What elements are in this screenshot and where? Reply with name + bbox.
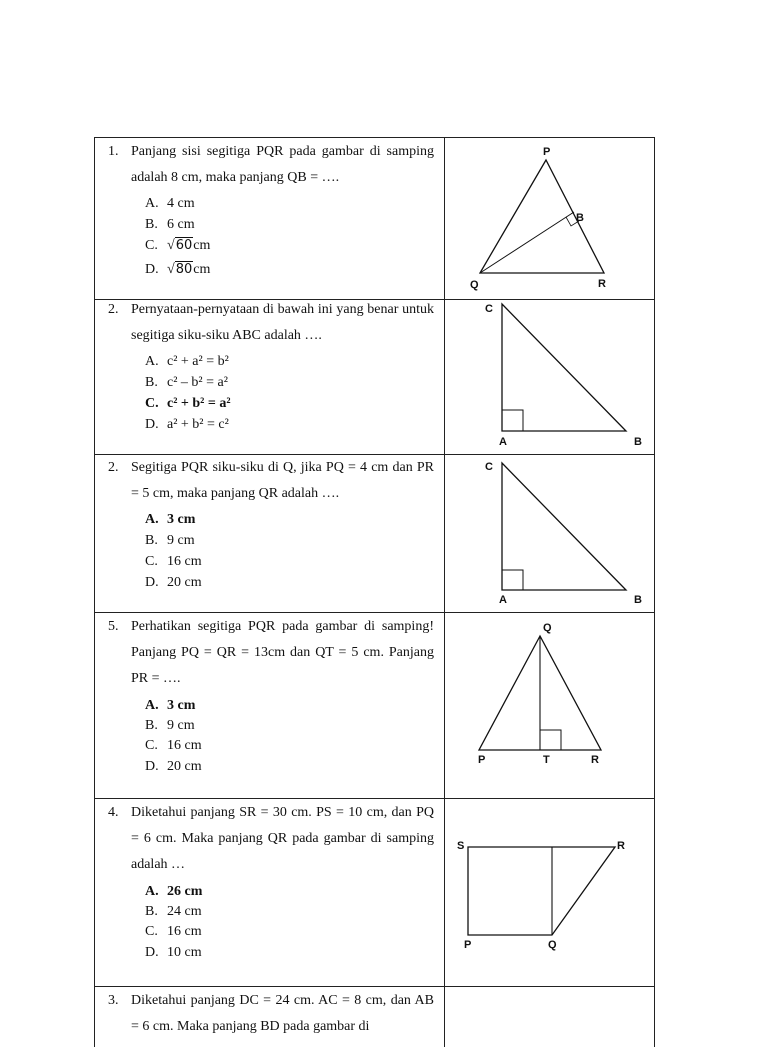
vertex-label: B [576, 212, 584, 224]
vertex-label: B [634, 594, 642, 606]
vertex-label: A [499, 436, 507, 448]
vertex-label: S [457, 840, 465, 852]
question-cell [95, 300, 445, 454]
vertex-label: R [598, 278, 606, 290]
option-b[interactable]: B. 24 cm [145, 904, 202, 919]
option-c[interactable]: C. c² + b² = a² [145, 396, 231, 411]
option-d[interactable]: D. 20 cm [145, 575, 202, 590]
question-number: 2. [108, 302, 119, 317]
question-table [94, 137, 655, 1047]
answer-options [145, 884, 202, 966]
triangle-outline [502, 463, 626, 590]
option-a[interactable]: A. 3 cm [145, 512, 196, 527]
figure-cell [445, 613, 654, 798]
figure-cell [445, 799, 654, 986]
question-text: Pernyataan-pernyataan di bawah ini yang benar untuk segitiga siku-siku ABC adalah …. [131, 302, 434, 343]
question-row [94, 300, 655, 455]
altitude-qb [480, 212, 574, 273]
option-c[interactable]: C. √60 cm [145, 238, 211, 253]
question-cell [95, 613, 445, 798]
vertex-label: P [543, 146, 551, 158]
option-c[interactable]: C. 16 cm [145, 554, 202, 569]
right-angle-marker [540, 730, 561, 750]
vertex-label: Q [548, 939, 557, 951]
figure-cell [445, 455, 654, 612]
option-d[interactable]: D. √80 cm [145, 262, 211, 277]
figure-cell [445, 138, 654, 299]
vertex-label: C [485, 303, 493, 315]
right-angle-marker [502, 570, 523, 590]
figure-cell [445, 987, 654, 1047]
option-a[interactable]: A. c² + a² = b² [145, 354, 229, 369]
question-text: Diketahui panjang SR = 30 cm. PS = 10 cm, dan PQ = 6 cm. Maka panjang QR pada gambar di samping adalah … [131, 805, 434, 872]
answer-options [145, 354, 231, 438]
square-root: √60 [167, 238, 193, 253]
vertex-label: Q [543, 622, 552, 634]
trapezoid-pqrs-figure [445, 799, 655, 987]
question-row [94, 455, 655, 613]
option-b[interactable]: B. 6 cm [145, 217, 195, 232]
question-text: Segitiga PQR siku-siku di Q, jika PQ = 4 cm dan PR = 5 cm, maka panjang QR adalah …. [131, 460, 434, 501]
isosceles-triangle-pqr-figure [445, 613, 655, 799]
vertex-label: C [485, 461, 493, 473]
figure-cell [445, 300, 654, 454]
right-triangle-abc-figure [445, 300, 655, 455]
answer-options [145, 196, 210, 286]
option-c[interactable]: C. 16 cm [145, 924, 202, 939]
triangle-outline [480, 160, 604, 273]
triangle-pqr-figure [445, 138, 655, 301]
right-angle-marker [502, 410, 523, 431]
vertex-label: P [478, 754, 486, 766]
trapezoid-outline [468, 847, 615, 935]
question-number: 4. [108, 805, 119, 820]
vertex-label: R [591, 754, 599, 766]
question-row [94, 613, 655, 799]
option-d[interactable]: D. 20 cm [145, 759, 202, 774]
question-number: 2. [108, 460, 119, 475]
question-number: 5. [108, 619, 119, 634]
option-b[interactable]: B. c² – b² = a² [145, 375, 228, 390]
question-number: 1. [108, 144, 119, 159]
option-a[interactable]: A. 3 cm [145, 698, 196, 713]
triangle-outline [502, 304, 626, 431]
option-c[interactable]: C. 16 cm [145, 738, 202, 753]
square-root: √80 [167, 262, 193, 277]
question-cell [95, 138, 445, 299]
question-cell [95, 799, 445, 986]
question-row [94, 987, 655, 1047]
question-text: Panjang sisi segitiga PQR pada gambar di samping adalah 8 cm, maka panjang QB = …. [131, 144, 434, 185]
option-b[interactable]: B. 9 cm [145, 533, 195, 548]
option-d[interactable]: D. a² + b² = c² [145, 417, 229, 432]
option-a[interactable]: A. 4 cm [145, 196, 195, 211]
question-number: 3. [108, 993, 119, 1008]
question-row [94, 137, 655, 300]
vertex-label: T [543, 754, 550, 766]
question-row [94, 799, 655, 987]
answer-options [145, 512, 202, 596]
option-b[interactable]: B. 9 cm [145, 718, 195, 733]
question-cell [95, 987, 445, 1047]
option-d[interactable]: D. 10 cm [145, 945, 202, 960]
question-text: Diketahui panjang DC = 24 cm. AC = 8 cm, dan AB = 6 cm. Maka panjang BD pada gambar di [131, 993, 434, 1034]
right-triangle-abc-figure [445, 455, 655, 613]
vertex-label: B [634, 436, 642, 448]
vertex-label: R [617, 840, 625, 852]
answer-options [145, 698, 202, 780]
question-cell [95, 455, 445, 612]
vertex-label: Q [470, 279, 479, 291]
vertex-label: P [464, 939, 472, 951]
option-a[interactable]: A. 26 cm [145, 884, 203, 899]
vertex-label: A [499, 594, 507, 606]
question-text: Perhatikan segitiga PQR pada gambar di samping! Panjang PQ = QR = 13cm dan QT = 5 cm. Panjang PR = …. [131, 619, 434, 686]
